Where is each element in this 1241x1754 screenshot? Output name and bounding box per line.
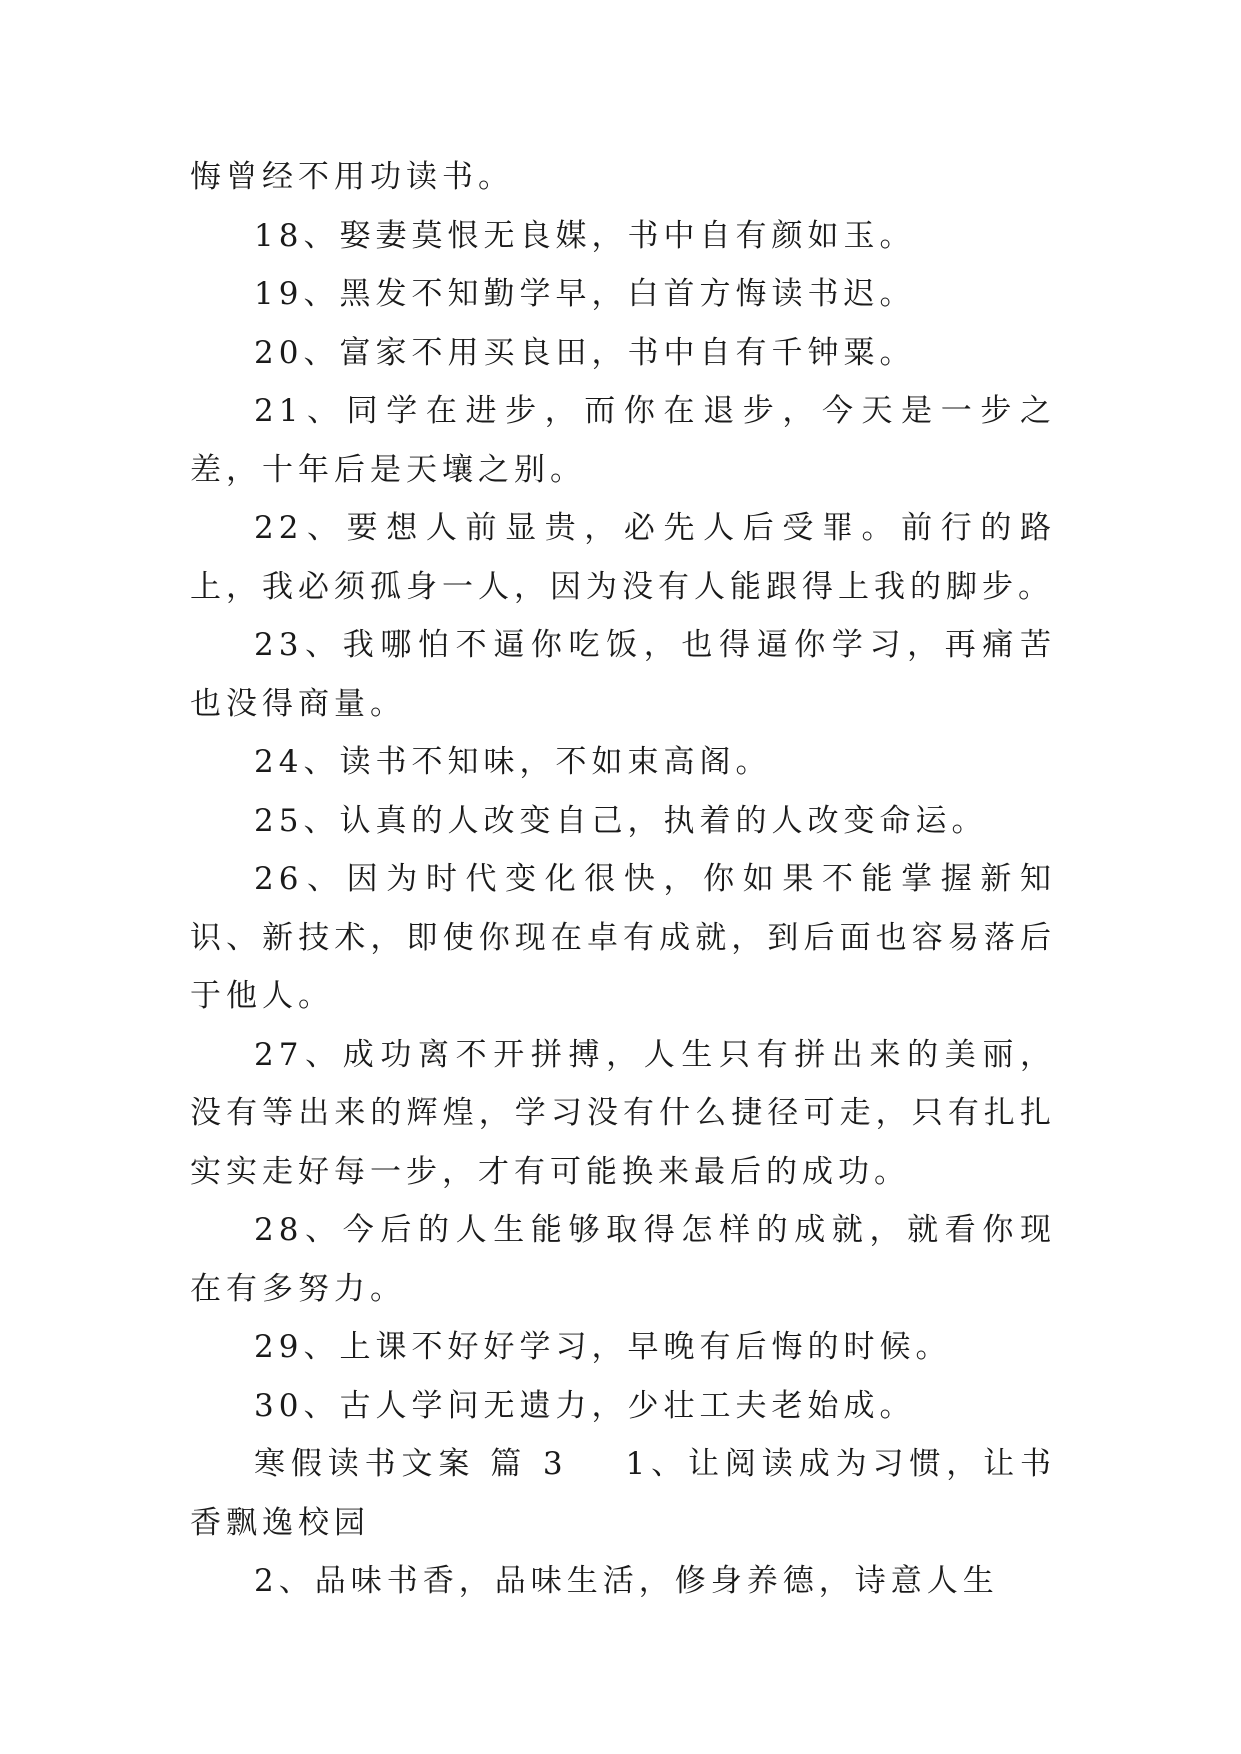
section-heading-paragraph: [190, 1435, 1056, 1552]
paragraph-item-22: 22、要想人前显贵，必先人后受罪。前行的路上，我必须孤身一人，因为没有人能跟得上我的脚步。: [190, 510, 1056, 605]
paragraph-item-21: 21、同学在进步，而你在退步，今天是一步之差，十年后是天壤之别。: [190, 393, 1056, 488]
document-page: [190, 148, 1056, 1611]
section-number: 篇 3: [489, 1446, 568, 1482]
paragraph-continuation: 悔曾经不用功读书。: [190, 159, 514, 195]
paragraph-item-27: 27、成功离不开拼搏，人生只有拼出来的美丽，没有等出来的辉煌，学习没有什么捷径可走，只有扎扎实实走好每一步，才有可能换来最后的成功。: [190, 1036, 1056, 1190]
paragraph-item-24: 24、读书不知味，不如束高阁。: [254, 744, 772, 780]
paragraph-item-28: 28、今后的人生能够取得怎样的成就，就看你现在有多努力。: [190, 1212, 1056, 1307]
paragraph-item-19: 19、黑发不知勤学早，白首方悔读书迟。: [254, 276, 916, 312]
paragraph-item-30: 30、古人学问无遗力，少壮工夫老始成。: [254, 1387, 916, 1424]
paragraph-item-18: 18、娶妻莫恨无良媒，书中自有颜如玉。: [254, 217, 916, 254]
paragraph-section-item-2: 2、品味书香，品味生活，修身养德，诗意人生: [254, 1563, 999, 1599]
paragraph-item-23: 23、我哪怕不逼你吃饭，也得逼你学习，再痛苦也没得商量。: [190, 627, 1056, 722]
paragraph-item-25: 25、认真的人改变自己，执着的人改变命运。: [254, 802, 988, 839]
section-title: 寒假读书文案: [254, 1446, 476, 1482]
paragraph-item-20: 20、富家不用买良田，书中自有千钟粟。: [254, 334, 916, 371]
section-first-item: 1、让阅读成为习惯，让书香飘逸校园: [190, 1446, 1056, 1541]
paragraph-item-29: 29、上课不好好学习，早晚有后悔的时候。: [254, 1329, 952, 1365]
paragraph-item-26: 26、因为时代变化很快，你如果不能掌握新知识、新技术，即使你现在卓有成就，到后面也容易落后于他人。: [190, 861, 1056, 1014]
